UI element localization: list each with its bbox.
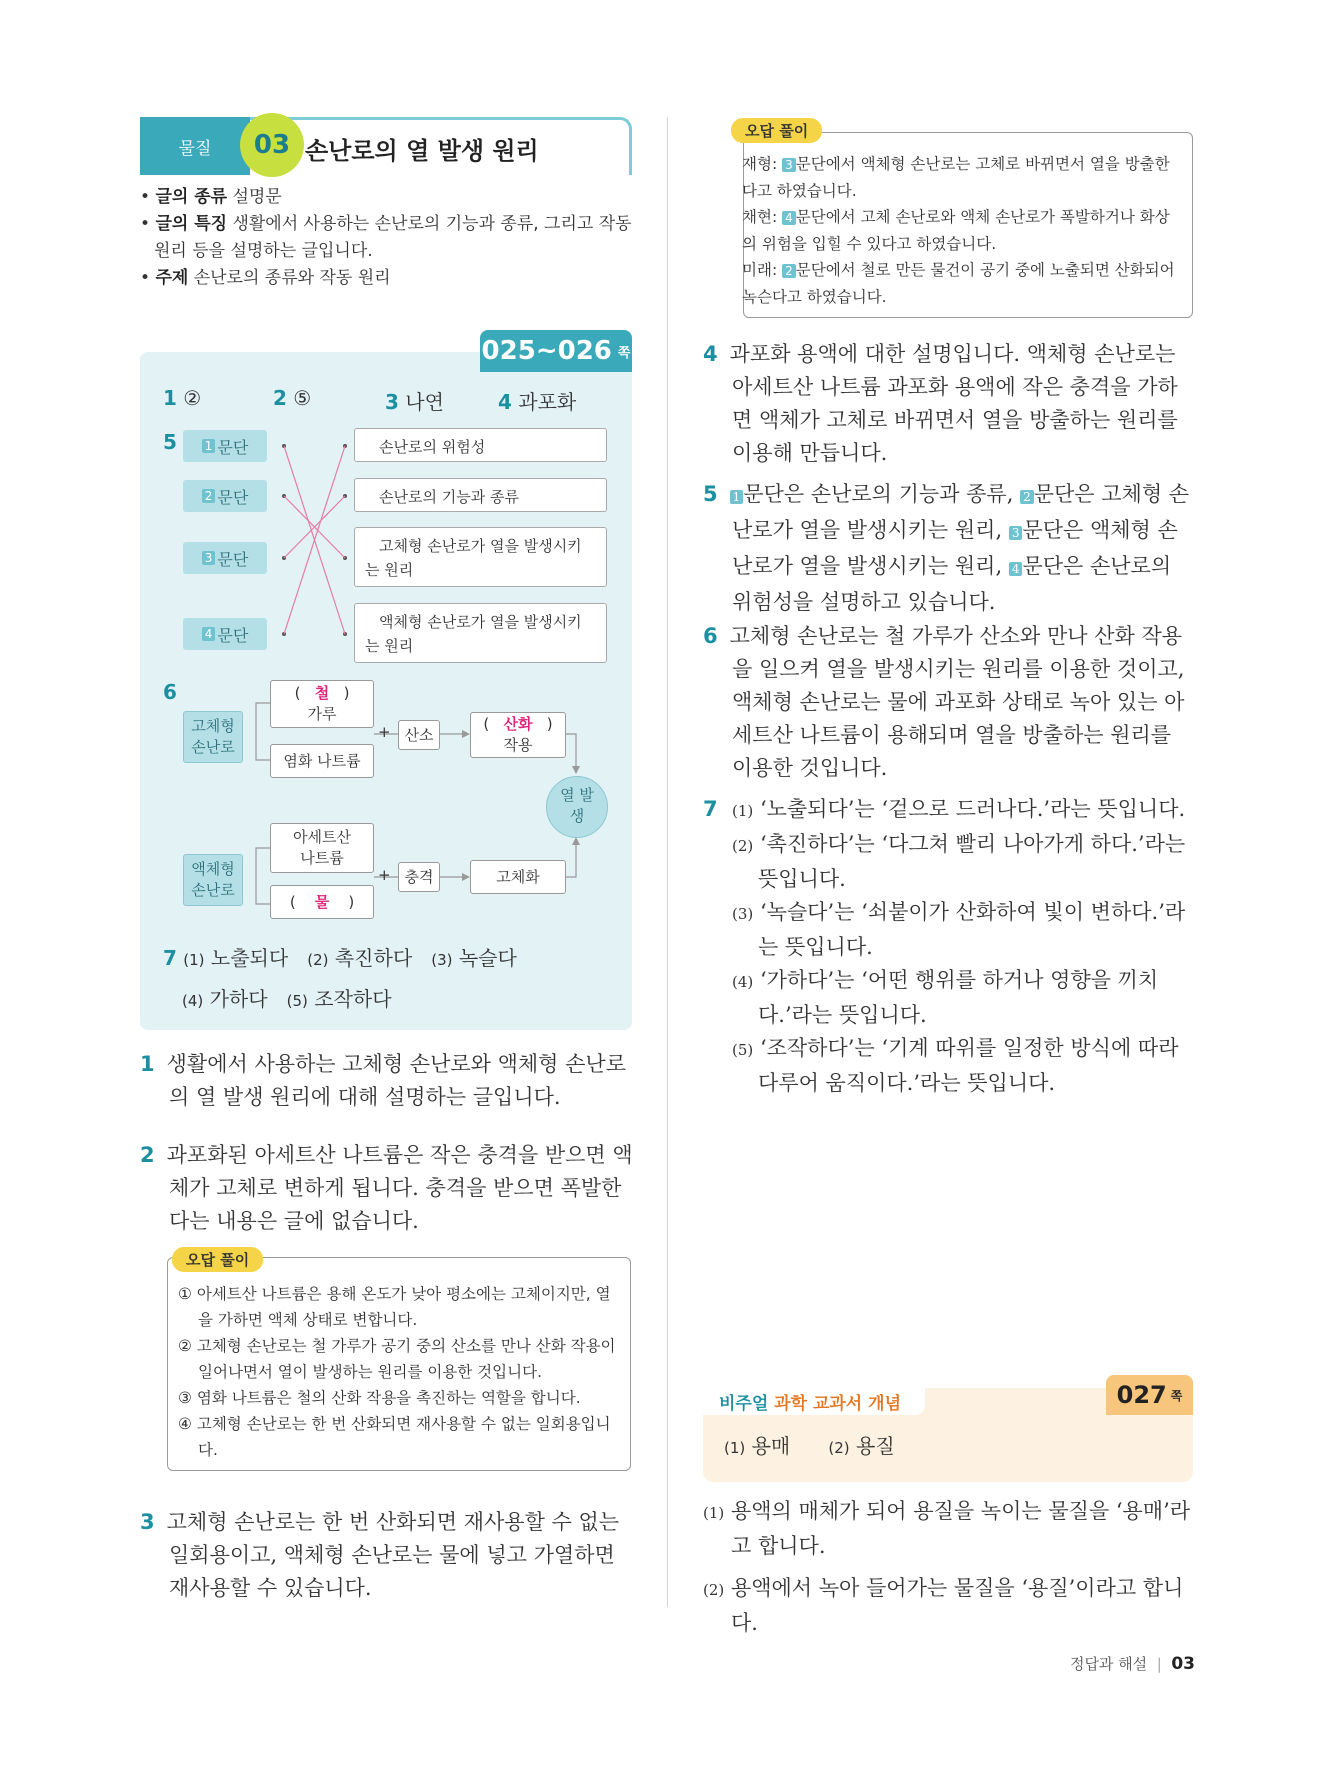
explanation-7-item-2: (2) ‘촉진하다’는 ‘다그쳐 빨리 나아가게 하다.’라는 뜻입니다. xyxy=(732,832,1186,891)
bullet-feature: • 글의 특징 생활에서 사용하는 손난로의 기능과 종류, 그리고 작동 원리 등을 설명하는 글입니다. xyxy=(140,214,632,261)
explanation-6: 6 고체형 손난로는 철 가루가 산소와 만나 산화 작용을 일으켜 열을 발생시키는 원리를 이용한 것이고, 액체형 손난로는 물에 과포화 상태로 녹아 있는 아세트산 나트륨이 용해되며 열을 방출하는 원리를 이용한 것입니다. xyxy=(703,624,1185,780)
visual-explanation-2: (2) 용액에서 녹아 들어가는 물질을 ‘용질’이라고 합니다. xyxy=(703,1576,1184,1635)
page-number: 03 xyxy=(1171,1654,1195,1674)
q5-tag-4: 4 문단 xyxy=(183,618,267,650)
q6-shock-box: 충격 xyxy=(398,862,440,892)
odap-left-item-1: ① 아세트산 나트륨은 용해 온도가 낮아 평소에는 고체이지만, 열을 가하면 액체 상태로 변합니다. xyxy=(178,1285,611,1329)
answer-q4: 4 과포화 xyxy=(498,390,577,414)
visual-title: 비주얼 과학 교과서 개념 xyxy=(703,1375,925,1415)
answer-q2: 2 ⑤ xyxy=(273,386,312,410)
explanation-7-item-1: (1) ‘노출되다’는 ‘겉으로 드러나다.’라는 뜻입니다. xyxy=(732,797,1186,821)
subject-label: 물질 xyxy=(140,117,250,175)
odap-right-item-2: 채현: 4 문단에서 고체 손난로와 액체 손난로가 폭발하거나 화상의 위험을 입힐 수 있다고 하였습니다. xyxy=(742,208,1170,253)
q6-iron-row: ( 철 ) xyxy=(294,684,350,702)
explanation-1: 1 생활에서 사용하는 고체형 손난로와 액체형 손난로의 열 발생 원리에 대해 설명하는 글입니다. xyxy=(140,1052,627,1109)
q6-iron-box: ( 철 ) 가루 xyxy=(270,680,374,728)
explanation-7-item-3: (3) ‘녹슬다’는 ‘쇠붙이가 산화하여 빛이 변하다.’라는 뜻입니다. xyxy=(732,900,1186,959)
column-divider xyxy=(667,117,668,1607)
explanation-2: 2 과포화된 아세트산 나트륨은 작은 충격을 받으면 액체가 고체로 변하게 됩니다. 충격을 받으면 폭발한다는 내용은 글에 없습니다. xyxy=(140,1143,633,1233)
odap-right-item-3: 미래: 2 문단에서 철로 만든 물건이 공기 중에 노출되면 산화되어 녹슨다고 하였습니다. xyxy=(742,261,1175,306)
q5-item-2: 손난로의 기능과 종류 xyxy=(354,478,607,512)
odap-list-left xyxy=(178,1281,622,1463)
q5-item-1: 손난로의 위험성 xyxy=(354,428,607,462)
q6-solid-label: 고체형 손난로 xyxy=(183,711,243,763)
answer-q7-row1: 7 (1) 노출되다 (2) 촉진하다 (3) 녹슬다 xyxy=(163,946,517,970)
q6-oxid-box: ( 산화 ) 작용 xyxy=(470,712,566,758)
q6-oxid-row: ( 산화 ) xyxy=(483,715,553,733)
q6-water-answer: 물 xyxy=(314,893,330,911)
visual-answers: (1) 용매 (2) 용질 xyxy=(724,1434,895,1458)
explanation-5: 5 1 문단은 손난로의 기능과 종류, 2 문단은 고체형 손난로가 열을 발생시키는 원리, 3 문단은 액체형 손난로가 열을 발생시키는 원리, 4 문단은 손난로의 위험성을 설명하고 있습니다. xyxy=(703,482,1190,614)
odap-tag-right: 오답 풀이 xyxy=(731,118,822,143)
q5-item-3: 고체형 손난로가 열을 발생시키는 원리 xyxy=(354,527,607,587)
bullet-theme: • 주제 손난로의 종류와 작동 원리 xyxy=(140,268,391,288)
lesson-number: 03 xyxy=(240,113,304,177)
q6-iron-answer: 철 xyxy=(314,684,330,702)
q5-tag-2: 2 문단 xyxy=(183,480,267,512)
q6-plus-2: + xyxy=(378,866,391,884)
explanation-7-item-5: (5) ‘조작하다’는 ‘기계 따위를 일정한 방식에 따라 다루어 움직이다.’라는 뜻입니다. xyxy=(732,1036,1179,1095)
q5-tag-3: 3 문단 xyxy=(183,542,267,574)
answer-q3: 3 나연 xyxy=(385,390,444,414)
q5-item-4: 액체형 손난로가 열을 발생시키는 원리 xyxy=(354,603,607,663)
bullet-type: • 글의 종류 설명문 xyxy=(140,187,282,207)
odap-right-item-1: 재형: 3 문단에서 액체형 손난로는 고체로 바뀌면서 열을 방출한다고 하였습니다. xyxy=(742,155,1170,200)
q6-heat-circle: 열 발생 xyxy=(546,776,608,838)
odap-list-right xyxy=(742,151,1182,310)
explanation-4: 4 과포화 용액에 대한 설명입니다. 액체형 손난로는 아세트산 나트륨 과포화 용액에 작은 충격을 가하면 액체가 고체로 바뀌면서 열을 방출하는 원리를 이용해 만듭니다. xyxy=(703,342,1178,465)
q6-solidify-box: 고체화 xyxy=(470,860,566,894)
page-title: 손난로의 열 발생 원리 xyxy=(305,137,539,165)
q6-plus-1: + xyxy=(378,723,391,741)
q6-oxygen-box: 산소 xyxy=(398,720,440,750)
answer-q7-row2: (4) 가하다 (5) 조작하다 xyxy=(182,987,392,1011)
answer-q1: 1 ② xyxy=(163,386,202,410)
page-range-tab: 025~026 쪽 xyxy=(480,330,632,372)
q5-tag-1: 1 문단 xyxy=(183,430,267,462)
odap-left-item-2: ② 고체형 손난로는 철 가루가 공기 중의 산소를 만나 산화 작용이 일어나면서 열이 발생하는 원리를 이용한 것입니다. xyxy=(178,1337,616,1381)
explanation-3: 3 고체형 손난로는 한 번 산화되면 재사용할 수 없는 일회용이고, 액체형 손난로는 물에 넣고 가열하면 재사용할 수 있습니다. xyxy=(140,1510,620,1600)
q6-salt-box: 염화 나트륨 xyxy=(270,744,374,778)
odap-left-item-3: ③ 염화 나트륨은 철의 산화 작용을 촉진하는 역할을 합니다. xyxy=(178,1389,581,1407)
q6-acetate-box: 아세트산 나트륨 xyxy=(270,823,374,873)
odap-tag-left: 오답 풀이 xyxy=(172,1247,263,1272)
odap-left-item-4: ④ 고체형 손난로는 한 번 산화되면 재사용할 수 없는 일회용입니다. xyxy=(178,1415,611,1459)
answer-q5-number: 5 xyxy=(163,430,177,454)
explanation-7: 7 (1) ‘노출되다’는 ‘겉으로 드러나다.’라는 뜻입니다. (2) ‘촉진하다’는 ‘다그쳐 빨리 나아가게 하다.’라는 뜻입니다. (3) ‘녹슬다’는 ‘쇠붙이가 산화하여 빛이 변하다.’라는 뜻입니다. (4) ‘가하다’는 ‘어떤 행위를 하거나 영향을 끼치다.’라는 뜻입니다. (5) ‘조작하다’는 ‘기계 따위를 일정한 방식에 따라 다루어 움직이다.’라는 뜻입니다. xyxy=(703,793,1195,1100)
answer-q6-number: 6 xyxy=(163,680,177,704)
page-footer: 정답과 해설 | 03 xyxy=(1069,1654,1195,1674)
explanation-7-item-4: (4) ‘가하다’는 ‘어떤 행위를 하거나 영향을 끼치다.’라는 뜻입니다. xyxy=(732,968,1159,1027)
q6-liquid-label: 액체형 손난로 xyxy=(183,854,243,906)
visual-page-tab: 027 쪽 xyxy=(1106,1375,1193,1415)
visual-explanation-1: (1) 용액의 매체가 되어 용질을 녹이는 물질을 ‘용매’라고 합니다. xyxy=(703,1499,1191,1558)
q6-oxid-answer: 산화 xyxy=(503,715,533,733)
q6-water-box: ( 물 ) xyxy=(270,885,374,919)
